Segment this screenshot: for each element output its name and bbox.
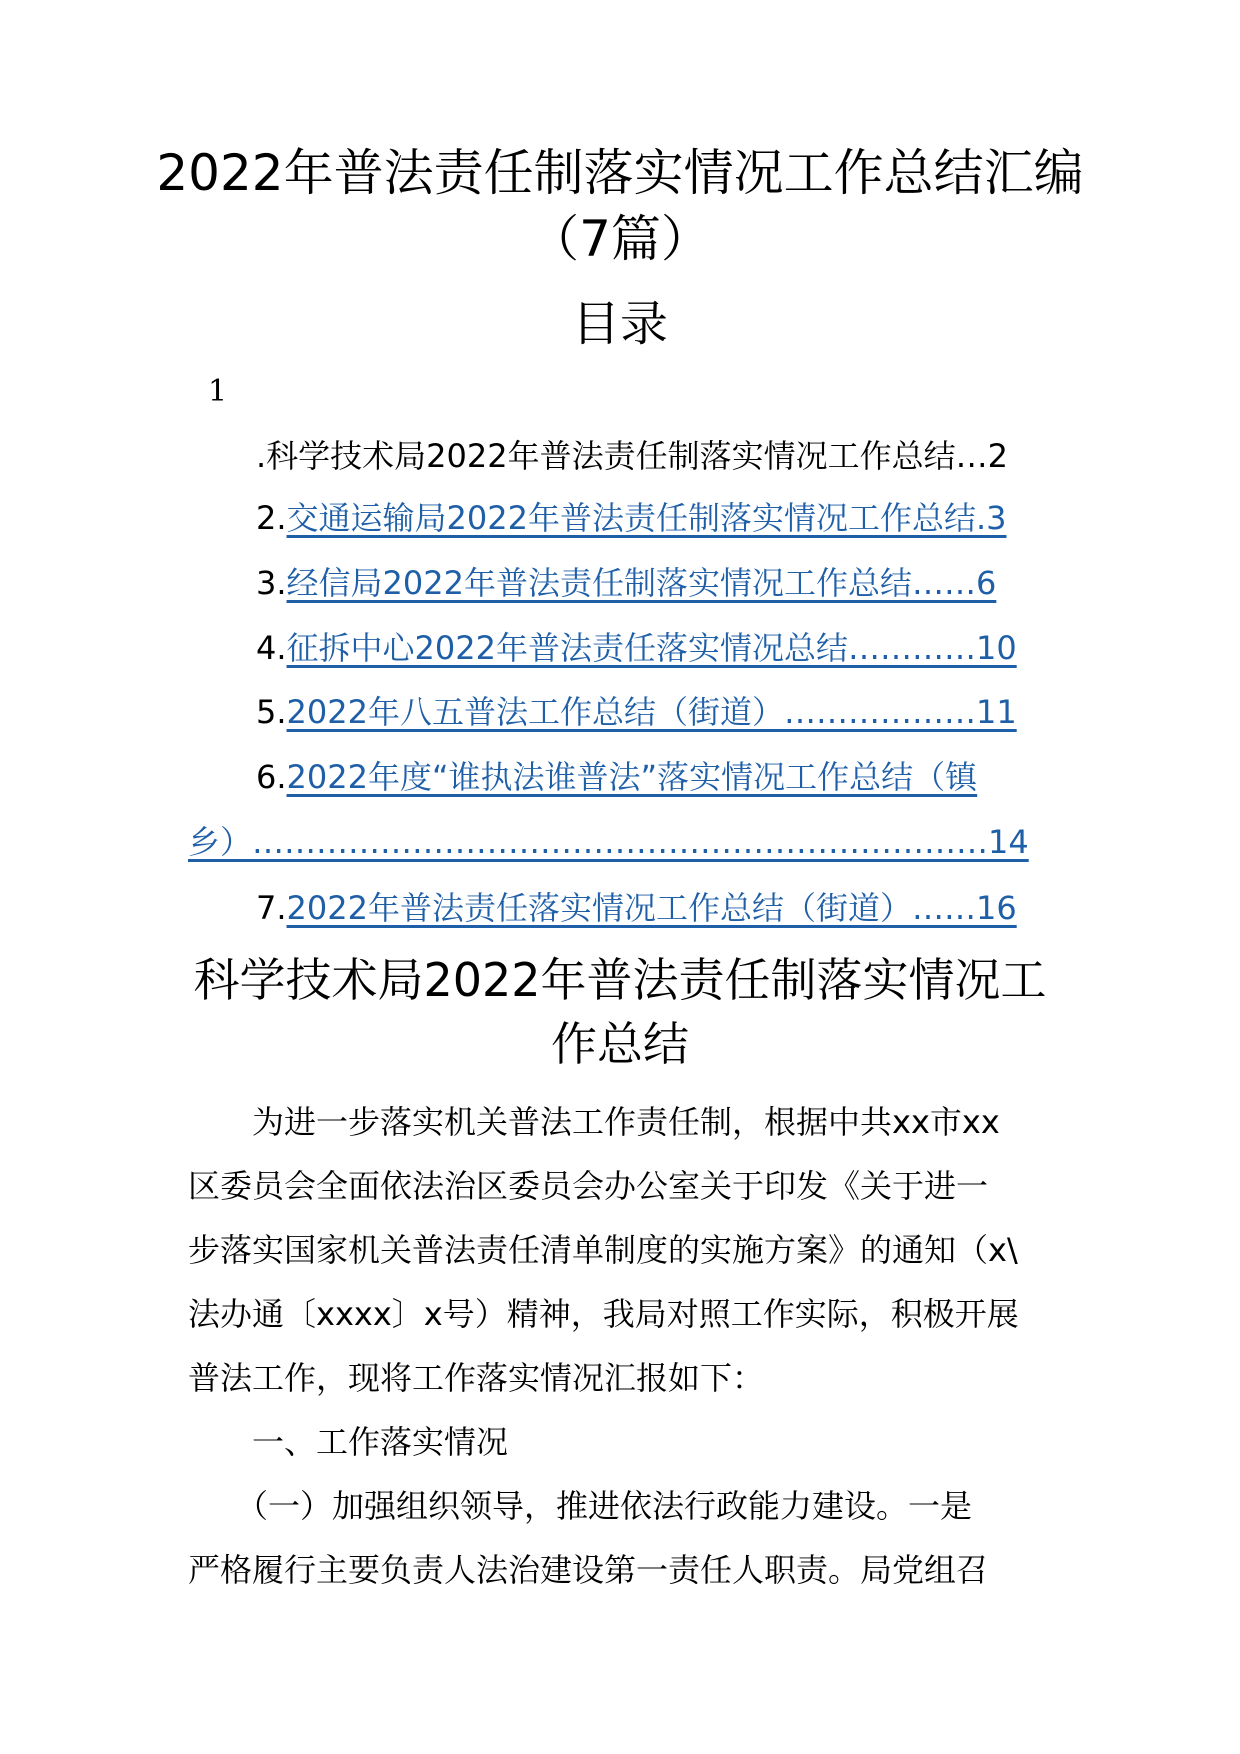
toc-entry-number: 5. [256,693,287,731]
article-line-3: 步落实国家机关普法责任清单制度的实施方案》的通知（x\ [188,1231,1018,1269]
document-title-line-1: 2022年普法责任制落实情况工作总结汇编 [156,144,1084,202]
section-heading: 一、工作落实情况 [188,1423,509,1461]
toc-entry-text: .科学技术局2022年普法责任制落实情况工作总结…2 [256,437,1008,475]
toc-entry-link[interactable]: 交通运输局2022年普法责任制落实情况工作总结.3 [286,499,1007,537]
article-line-2: 区委员会全面依法治区委员会办公室关于印发《关于进一 [188,1167,989,1205]
toc-heading: 目录 [571,296,668,352]
toc-entry-link[interactable]: 征拆中心2022年普法责任落实情况总结…………10 [286,629,1017,667]
toc-entry-number: 4. [256,629,287,667]
article-line-5: 普法工作，现将工作落实情况汇报如下： [188,1359,765,1397]
article-line-8: 严格履行主要负责人法治建设第一责任人职责。局党组召 [188,1551,989,1589]
toc-entry-link[interactable]: 2022年普法责任落实情况工作总结（街道）……16 [286,889,1017,927]
toc-entry-6[interactable] [256,755,977,799]
toc-entry-5[interactable] [256,690,1017,734]
toc-entry-number: 6. [256,758,287,796]
toc-entry-1[interactable] [256,434,1008,478]
toc-entry-link[interactable]: 2022年八五普法工作总结（街道）………………11 [286,693,1017,731]
document-title-line-2: （7篇） [529,210,711,268]
toc-entry-number: 7. [256,889,287,927]
toc-entry-number: 3. [256,564,287,602]
article-title-line-1: 科学技术局2022年普法责任制落实情况工 [193,953,1047,1007]
toc-entry-link[interactable]: 2022年度“谁执法谁普法”落实情况工作总结（镇 [286,758,978,796]
toc-entry-7[interactable] [256,886,1017,930]
toc-entry-2[interactable] [256,496,1007,540]
toc-entry-6-continued[interactable] [188,820,1029,864]
article-title-line-2: 作总结 [551,1017,689,1071]
page-number-marker: 1 [208,374,228,409]
toc-entry-link[interactable]: 乡）……………………………………………………………14 [188,823,1029,861]
article-line-4: 法办通〔xxxx〕x号）精神，我局对照工作实际，积极开展 [188,1295,1019,1333]
toc-entry-3[interactable] [256,561,996,605]
toc-entry-link[interactable]: 经信局2022年普法责任制落实情况工作总结……6 [286,564,997,602]
toc-entry-number: 2. [256,499,287,537]
article-line-1: 为进一步落实机关普法工作责任制，根据中共xx市xx [188,1103,1000,1141]
article-line-7: （一）加强组织领导，推进依法行政能力建设。一是 [188,1487,973,1525]
toc-entry-4[interactable] [256,626,1017,670]
